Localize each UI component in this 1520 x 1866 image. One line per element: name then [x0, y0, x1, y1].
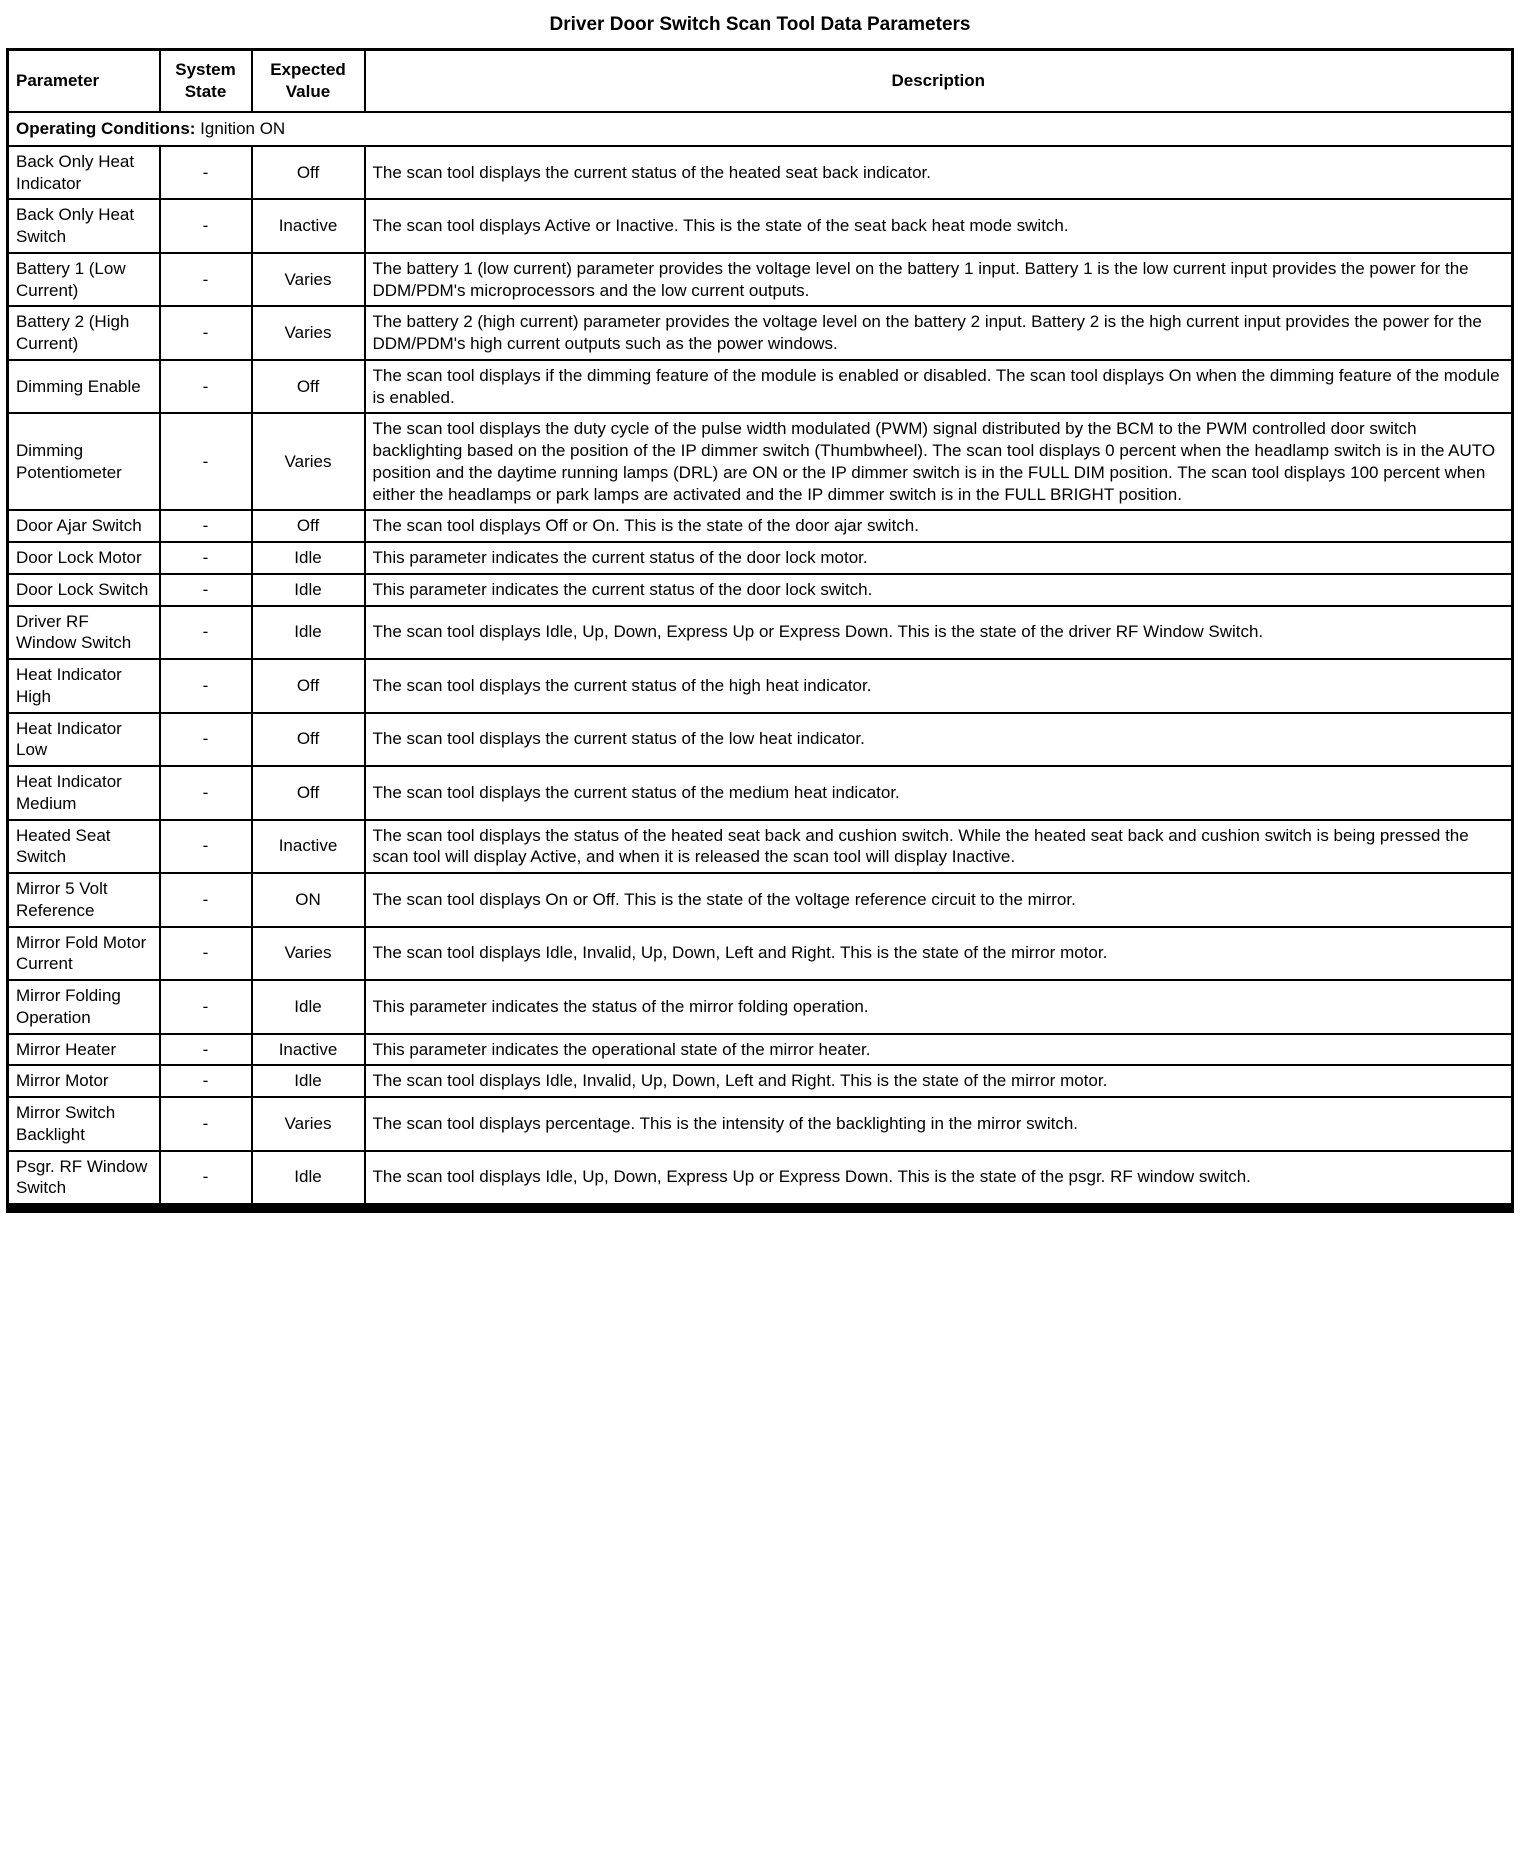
description-cell: The scan tool displays the current status of the low heat indicator.: [365, 713, 1513, 767]
expected-value-cell: Off: [252, 146, 365, 200]
system-state-cell: -: [160, 146, 252, 200]
parameter-cell: Mirror Motor: [8, 1065, 160, 1097]
table-row: [8, 980, 1513, 1034]
expected-value-cell: Inactive: [252, 199, 365, 253]
table-row: [8, 820, 1513, 874]
parameter-cell: Mirror Switch Backlight: [8, 1097, 160, 1151]
system-state-cell: -: [160, 542, 252, 574]
system-state-cell: -: [160, 306, 252, 360]
system-state-cell: -: [160, 360, 252, 414]
parameter-cell: Dimming Enable: [8, 360, 160, 414]
parameter-cell: Driver RF Window Switch: [8, 606, 160, 660]
column-header-expected-value: Expected Value: [252, 50, 365, 113]
expected-value-cell: Idle: [252, 574, 365, 606]
expected-value-cell: Idle: [252, 542, 365, 574]
expected-value-cell: ON: [252, 873, 365, 927]
system-state-cell: -: [160, 980, 252, 1034]
system-state-cell: -: [160, 1097, 252, 1151]
parameter-cell: Mirror Folding Operation: [8, 980, 160, 1034]
description-cell: This parameter indicates the operational state of the mirror heater.: [365, 1034, 1513, 1066]
expected-value-cell: Varies: [252, 413, 365, 510]
description-cell: The scan tool displays percentage. This is the intensity of the backlighting in the mirror switch.: [365, 1097, 1513, 1151]
system-state-cell: -: [160, 1151, 252, 1209]
table-row: [8, 713, 1513, 767]
parameter-cell: Mirror Heater: [8, 1034, 160, 1066]
expected-value-cell: Idle: [252, 980, 365, 1034]
description-cell: The scan tool displays On or Off. This is the state of the voltage reference circuit to the mirror.: [365, 873, 1513, 927]
description-cell: The scan tool displays Active or Inactive. This is the state of the seat back heat mode switch.: [365, 199, 1513, 253]
description-cell: This parameter indicates the status of the mirror folding operation.: [365, 980, 1513, 1034]
expected-value-cell: Varies: [252, 927, 365, 981]
operating-conditions-label: Operating Conditions:: [16, 119, 196, 138]
table-row: [8, 1151, 1513, 1209]
system-state-cell: -: [160, 820, 252, 874]
expected-value-cell: Off: [252, 659, 365, 713]
table-row: [8, 510, 1513, 542]
table-row: [8, 659, 1513, 713]
description-cell: The scan tool displays Idle, Invalid, Up, Down, Left and Right. This is the state of the mirror motor.: [365, 927, 1513, 981]
description-cell: This parameter indicates the current status of the door lock motor.: [365, 542, 1513, 574]
description-cell: The scan tool displays the current status of the high heat indicator.: [365, 659, 1513, 713]
page-title: Driver Door Switch Scan Tool Data Parameters: [549, 14, 971, 35]
table-header: [8, 50, 1513, 113]
table-row: [8, 1097, 1513, 1151]
table-row: [8, 873, 1513, 927]
system-state-cell: -: [160, 1034, 252, 1066]
description-cell: The scan tool displays Idle, Invalid, Up, Down, Left and Right. This is the state of the mirror motor.: [365, 1065, 1513, 1097]
description-cell: The scan tool displays the current status of the heated seat back indicator.: [365, 146, 1513, 200]
system-state-cell: -: [160, 606, 252, 660]
system-state-cell: -: [160, 713, 252, 767]
parameter-cell: Heat Indicator Low: [8, 713, 160, 767]
column-header-system-state: System State: [160, 50, 252, 113]
expected-value-cell: Varies: [252, 306, 365, 360]
description-cell: The scan tool displays if the dimming feature of the module is enabled or disabled. The scan tool displays On when the dimming feature of the module is enabled.: [365, 360, 1513, 414]
expected-value-cell: Varies: [252, 253, 365, 307]
system-state-cell: -: [160, 413, 252, 510]
system-state-cell: -: [160, 199, 252, 253]
description-cell: The scan tool displays the duty cycle of the pulse width modulated (PWM) signal distributed by the BCM to the PWM controlled door switch backlighting based on the position of the IP dimmer switch (Thumbwheel). The scan tool displays 0 percent when the headlamp switch is in the AUTO position and the daytime running lamps (DRL) are ON or the IP dimmer switch is in the FULL DIM position. The scan tool displays 100 percent when either the headlamps or park lamps are activated and the IP dimmer switch is in the FULL BRIGHT position.: [365, 413, 1513, 510]
description-cell: The scan tool displays Idle, Up, Down, Express Up or Express Down. This is the state of the psgr. RF window switch.: [365, 1151, 1513, 1209]
table-row: [8, 253, 1513, 307]
parameter-cell: Door Lock Motor: [8, 542, 160, 574]
description-cell: The scan tool displays the status of the heated seat back and cushion switch. While the heated seat back and cushion switch is being pressed the scan tool will display Active, and when it is released the scan tool will display Inactive.: [365, 820, 1513, 874]
parameter-cell: Psgr. RF Window Switch: [8, 1151, 160, 1209]
table-row: [8, 927, 1513, 981]
operating-conditions-cell: [8, 112, 1513, 146]
table-row: [8, 1034, 1513, 1066]
description-cell: The battery 2 (high current) parameter provides the voltage level on the battery 2 input. Battery 2 is the high current input provides the power for the DDM/PDM's high current outputs such as the power windows.: [365, 306, 1513, 360]
description-cell: The battery 1 (low current) parameter provides the voltage level on the battery 1 input. Battery 1 is the low current input provides the power for the DDM/PDM's microprocessors and the low current outputs.: [365, 253, 1513, 307]
parameter-cell: Door Ajar Switch: [8, 510, 160, 542]
system-state-cell: -: [160, 766, 252, 820]
system-state-cell: -: [160, 510, 252, 542]
system-state-cell: -: [160, 873, 252, 927]
expected-value-cell: Idle: [252, 606, 365, 660]
expected-value-cell: Inactive: [252, 820, 365, 874]
table-row: [8, 1065, 1513, 1097]
parameter-cell: Mirror Fold Motor Current: [8, 927, 160, 981]
table-row: [8, 306, 1513, 360]
table-body: [8, 112, 1513, 1208]
table-row: [8, 146, 1513, 200]
operating-conditions-value: Ignition ON: [195, 119, 286, 138]
expected-value-cell: Inactive: [252, 1034, 365, 1066]
expected-value-cell: Off: [252, 510, 365, 542]
parameter-cell: Battery 2 (High Current): [8, 306, 160, 360]
parameter-cell: Battery 1 (Low Current): [8, 253, 160, 307]
table-row: [8, 574, 1513, 606]
parameter-cell: Heat Indicator High: [8, 659, 160, 713]
parameters-table: [6, 48, 1514, 1213]
table-row: [8, 606, 1513, 660]
parameter-cell: Dimming Potentiometer: [8, 413, 160, 510]
column-header-parameter: Parameter: [8, 50, 160, 113]
expected-value-cell: Idle: [252, 1065, 365, 1097]
system-state-cell: -: [160, 574, 252, 606]
parameter-cell: Mirror 5 Volt Reference: [8, 873, 160, 927]
description-cell: The scan tool displays Idle, Up, Down, Express Up or Express Down. This is the state of the driver RF Window Switch.: [365, 606, 1513, 660]
parameter-cell: Heated Seat Switch: [8, 820, 160, 874]
system-state-cell: -: [160, 659, 252, 713]
table-row: [8, 766, 1513, 820]
table-row: [8, 199, 1513, 253]
table-row: [8, 413, 1513, 510]
system-state-cell: -: [160, 253, 252, 307]
table-row: [8, 360, 1513, 414]
expected-value-cell: Off: [252, 766, 365, 820]
expected-value-cell: Off: [252, 713, 365, 767]
parameter-cell: Back Only Heat Indicator: [8, 146, 160, 200]
description-cell: The scan tool displays Off or On. This is the state of the door ajar switch.: [365, 510, 1513, 542]
parameter-cell: Heat Indicator Medium: [8, 766, 160, 820]
parameter-cell: Back Only Heat Switch: [8, 199, 160, 253]
system-state-cell: -: [160, 927, 252, 981]
description-cell: This parameter indicates the current status of the door lock switch.: [365, 574, 1513, 606]
expected-value-cell: Off: [252, 360, 365, 414]
column-header-description: Description: [365, 50, 1513, 113]
parameter-cell: Door Lock Switch: [8, 574, 160, 606]
system-state-cell: -: [160, 1065, 252, 1097]
table-row: [8, 542, 1513, 574]
expected-value-cell: Varies: [252, 1097, 365, 1151]
description-cell: The scan tool displays the current status of the medium heat indicator.: [365, 766, 1513, 820]
operating-conditions-row: [8, 112, 1513, 146]
expected-value-cell: Idle: [252, 1151, 365, 1209]
